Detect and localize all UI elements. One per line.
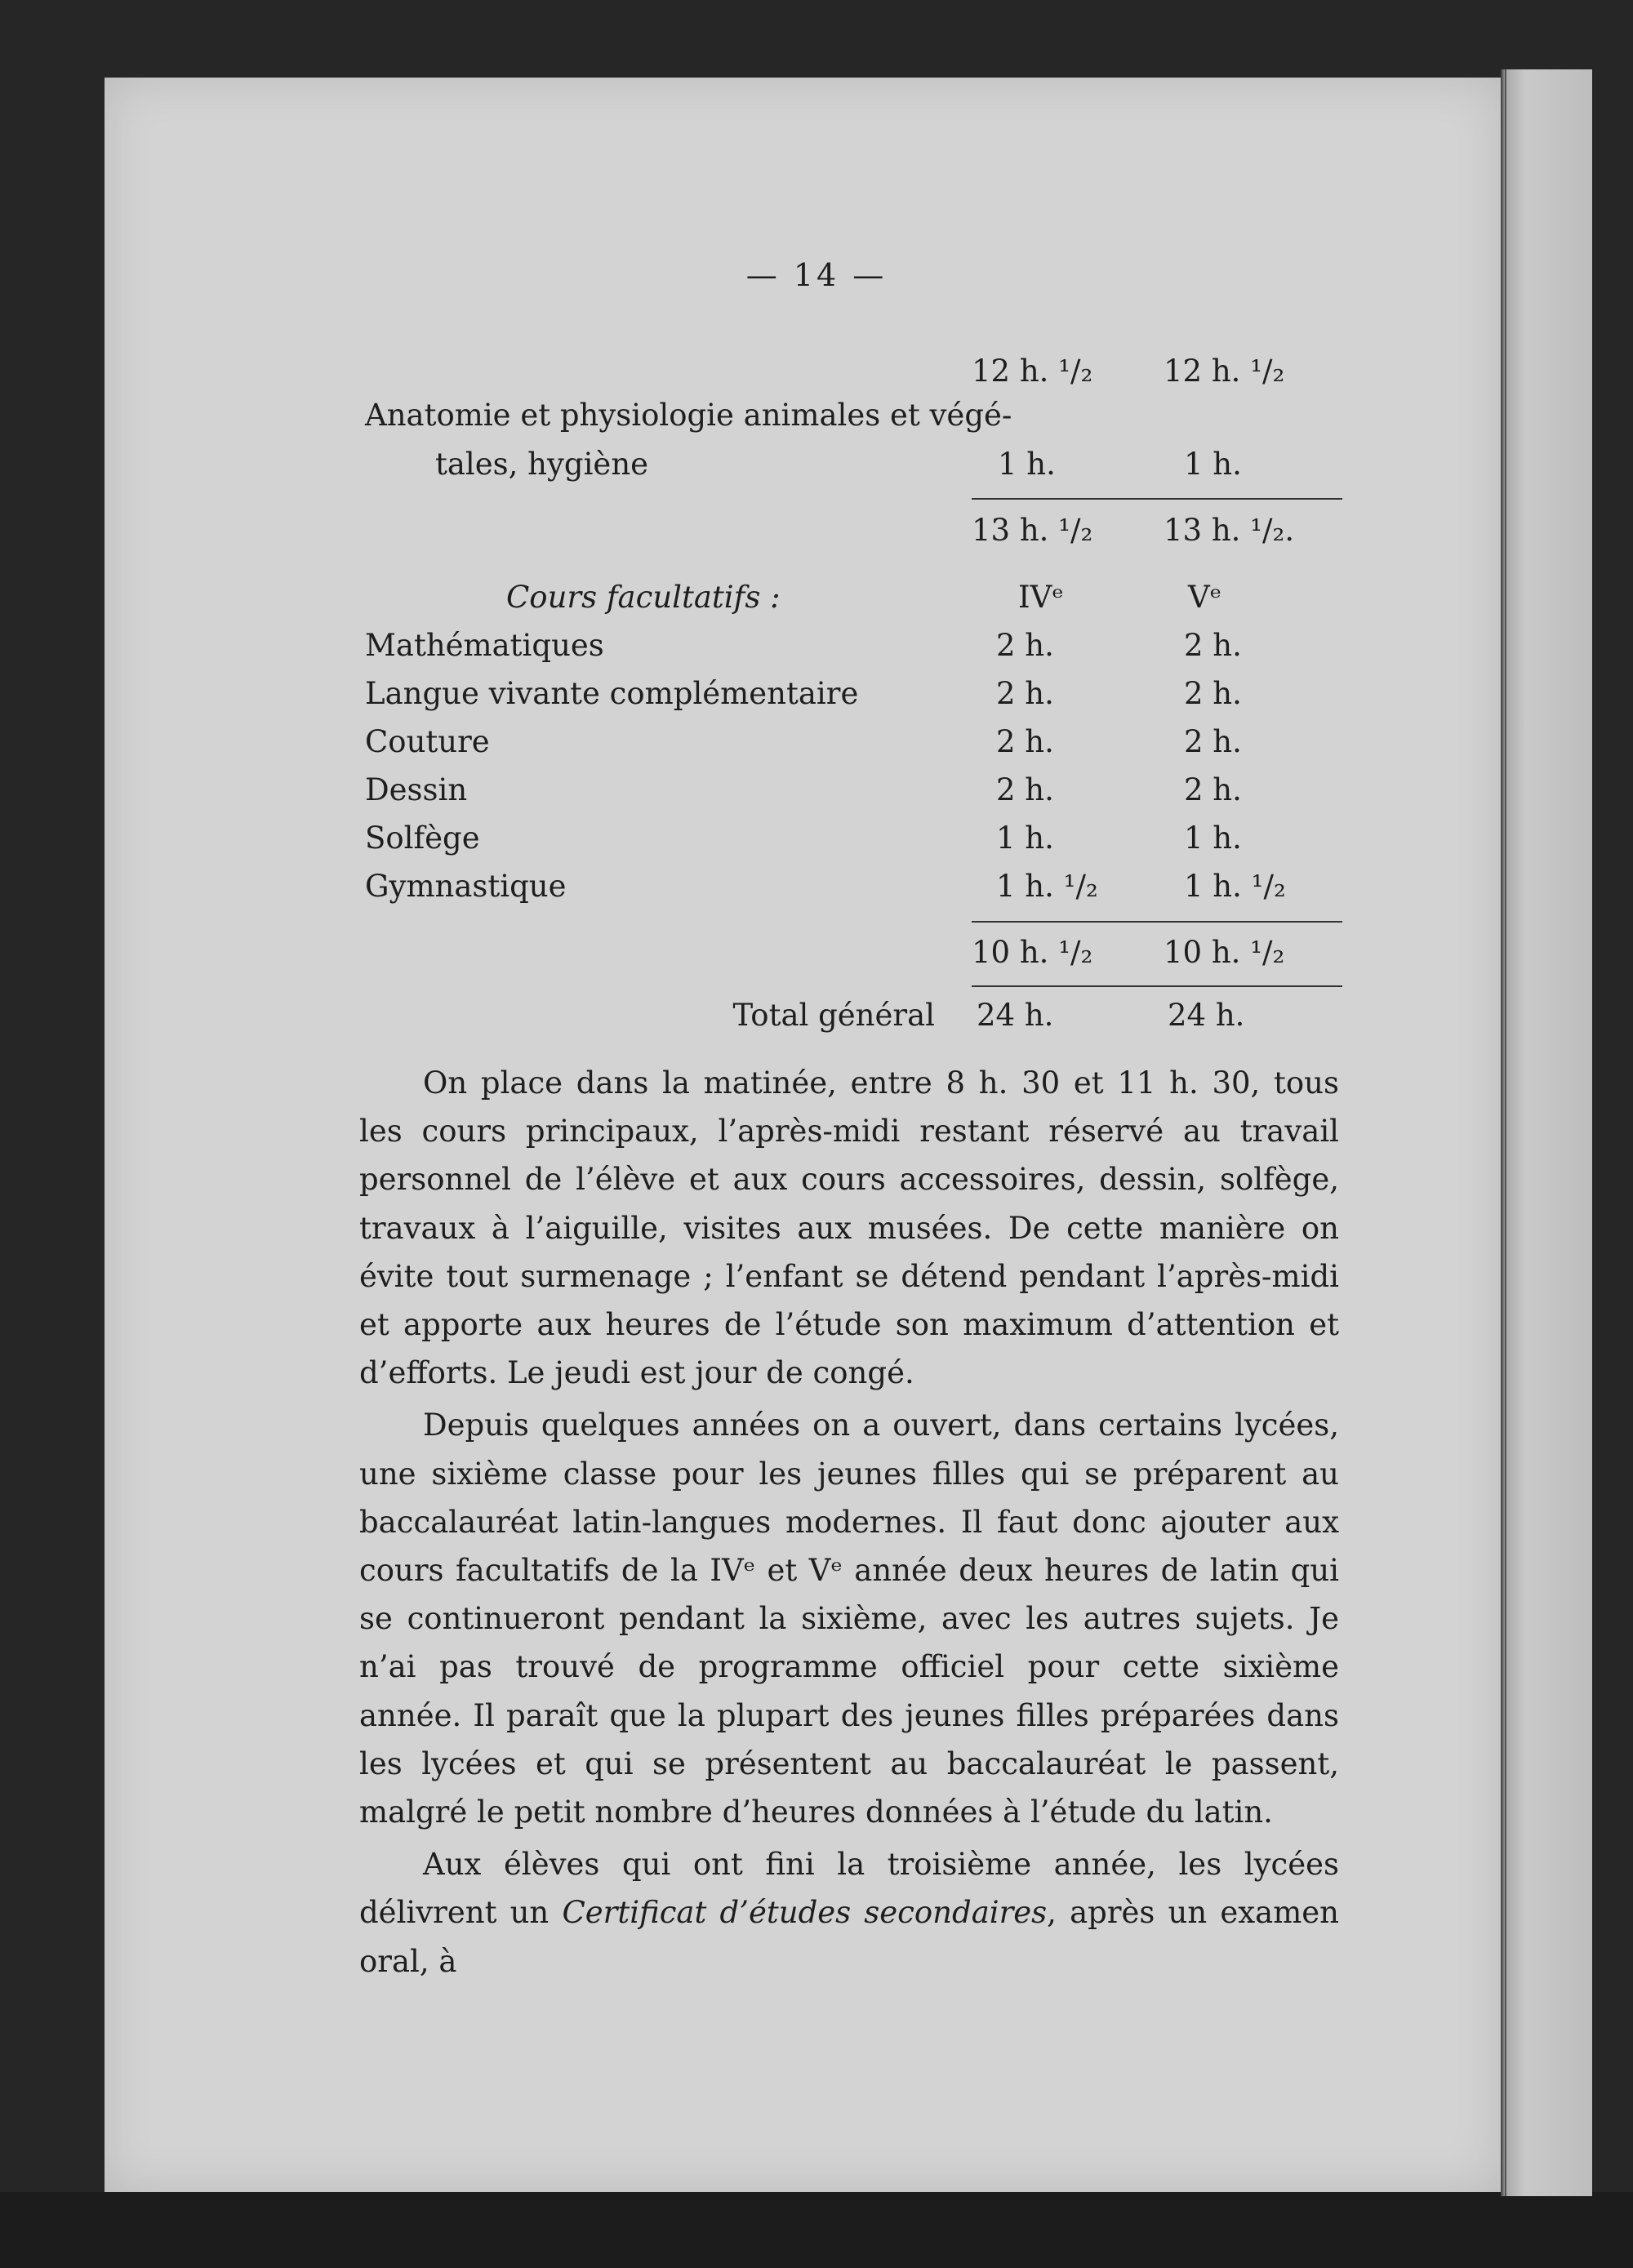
course-v: 1 h. xyxy=(1184,820,1242,856)
subtotal2-iv: 10 h. ¹/₂ xyxy=(972,935,1093,970)
subtotal-rule-2 xyxy=(972,921,1342,923)
paragraph-certificate xyxy=(359,1840,1339,1986)
total-row xyxy=(0,991,1633,1039)
course-iv: 2 h. xyxy=(996,724,1054,759)
course-v: 2 h. xyxy=(1184,724,1242,759)
total-label: Total général xyxy=(732,998,935,1033)
course-name: Solfège xyxy=(365,820,480,856)
body-text xyxy=(359,1059,1339,1986)
course-iv: 2 h. xyxy=(996,676,1054,711)
subtotal-row-2 xyxy=(0,928,1633,976)
course-name: Langue vivante complémentaire xyxy=(365,676,859,711)
course-iv: 1 h. xyxy=(996,820,1054,856)
course-iv: 1 h. ¹/₂ xyxy=(996,869,1098,904)
paragraph-schedule: On place dans la matinée, entre 8 h. 30 et 11 h. 30, tous les cours principaux, l’après-midi restant réservé au travail personnel de l’élève et aux cours accessoires, dessin, solfège, travaux à l’aiguille, visites aux musées. De cette manière on évite tout surmenage ; l’enfant se détend pendant l’après-midi et apporte aux heures de l’étude son maximum d’attention et d’efforts. Le jeudi est jour de congé. xyxy=(359,1065,1339,1391)
table-row xyxy=(0,766,1633,814)
certificate-title: Certificat d’études secondaires xyxy=(562,1895,1048,1931)
course-name: Mathématiques xyxy=(365,628,604,663)
course-v: 2 h. xyxy=(1184,676,1242,711)
table-row xyxy=(0,718,1633,766)
course-v: 1 h. ¹/₂ xyxy=(1184,869,1286,904)
course-name: Dessin xyxy=(365,772,468,807)
subtotal1-v: 13 h. ¹/₂. xyxy=(1164,513,1295,548)
total-v: 24 h. xyxy=(1168,998,1245,1033)
subtotal-row-1 xyxy=(0,506,1633,554)
carry-v: 12 h. ¹/₂ xyxy=(1164,354,1285,389)
anatomy-label-line2: tales, hygiène xyxy=(435,447,649,482)
course-name: Gymnastique xyxy=(365,869,567,904)
anatomy-v: 1 h. xyxy=(1184,447,1242,482)
page-number: — 14 — xyxy=(745,257,888,293)
anatomy-iv: 1 h. xyxy=(998,447,1056,482)
optional-header-row xyxy=(0,573,1633,621)
table-row xyxy=(0,862,1633,910)
subtotal1-iv: 13 h. ¹/₂ xyxy=(972,513,1093,548)
course-name: Couture xyxy=(365,724,490,759)
course-iv: 2 h. xyxy=(996,628,1054,663)
anatomy-row-1 xyxy=(0,391,1633,439)
course-v: 2 h. xyxy=(1184,628,1242,663)
scan-background xyxy=(0,2192,1633,2268)
optional-courses-heading: Cours facultatifs : xyxy=(506,580,781,615)
carry-iv: 12 h. ¹/₂ xyxy=(972,354,1093,389)
col-header-iv: IVᵉ xyxy=(1018,580,1064,615)
certificate-text-end: , après un examen oral, à xyxy=(359,1895,1340,1979)
subtotal-rule-1 xyxy=(972,498,1342,500)
anatomy-label-line1: Anatomie et physiologie animales et végé- xyxy=(365,398,1012,433)
carry-over-row xyxy=(0,347,1633,395)
table-row xyxy=(0,814,1633,862)
table-row xyxy=(0,669,1633,718)
course-iv: 2 h. xyxy=(996,772,1054,807)
anatomy-row-2 xyxy=(0,440,1633,488)
total-rule xyxy=(972,985,1342,987)
certificate-text-start: Aux élèves qui ont fini la troisième année, les lycées délivrent un xyxy=(359,1847,1339,1931)
course-v: 2 h. xyxy=(1184,772,1242,807)
col-header-v: Vᵉ xyxy=(1188,580,1222,615)
subtotal2-v: 10 h. ¹/₂ xyxy=(1164,935,1285,970)
paragraph-sixth-class: Depuis quelques années on a ouvert, dans certains lycées, une sixième classe pour les jeunes filles qui se préparent au baccalauréat latin-langues modernes. Il faut donc ajouter aux cours facultatifs de la IVᵉ et Vᵉ année deux heures de latin qui se continueront pendant la sixième, avec les autres sujets. Je n’ai pas trouvé de programme officiel pour cette sixième année. Il paraît que la plupart des jeunes filles préparées dans les lycées et qui se présentent au baccalauréat le passent, malgré le petit nombre d’heures données à l’étude du latin. xyxy=(359,1407,1339,1830)
table-row xyxy=(0,621,1633,669)
total-iv: 24 h. xyxy=(977,998,1054,1033)
